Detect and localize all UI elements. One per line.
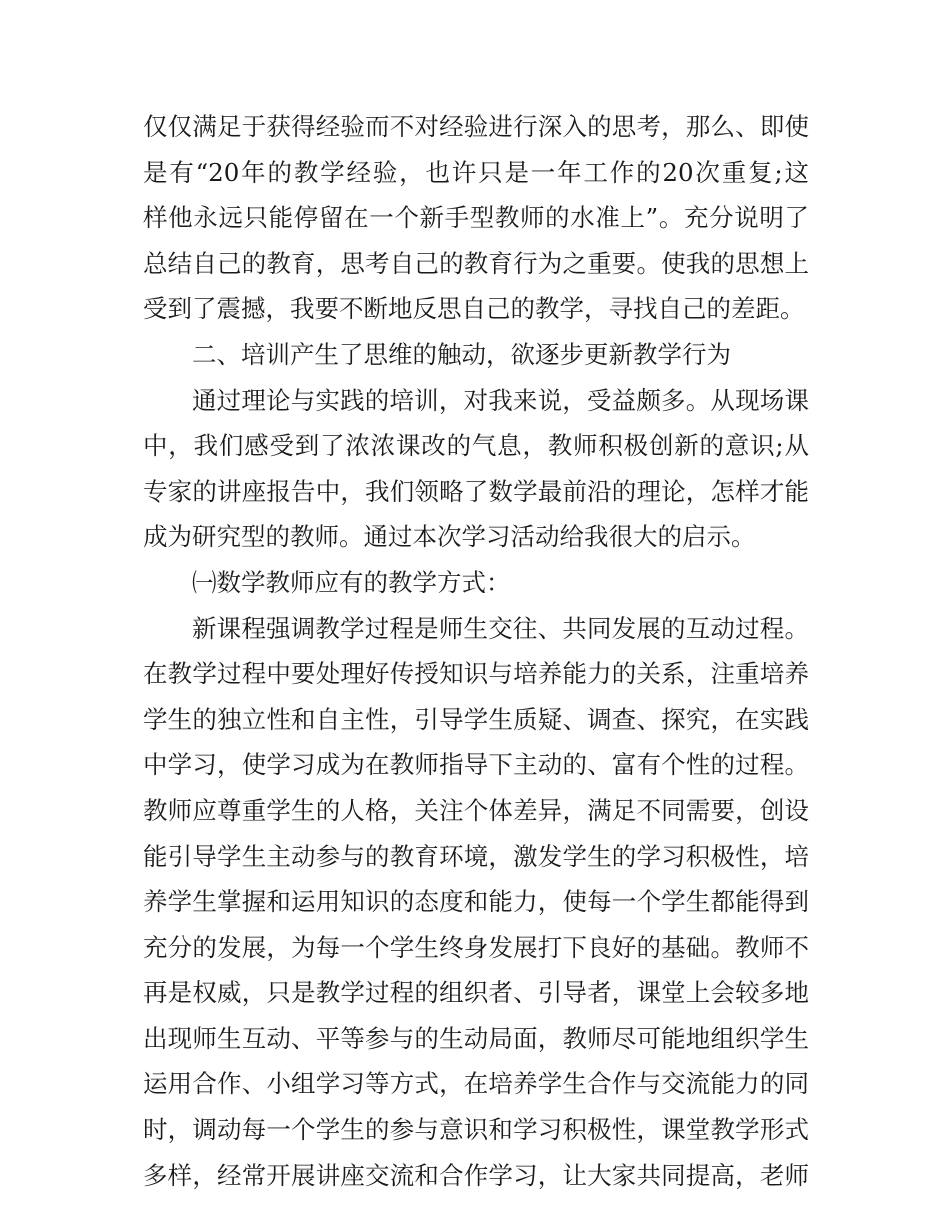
- text-line: 教师应尊重学生的人格，关注个体差异，满足不同需要，创设: [143, 795, 809, 825]
- text-line: 时，调动每一个学生的参与意识和学习积极性，课堂教学形式: [143, 1115, 809, 1145]
- text-line: 仅仅满足于获得经验而不对经验进行深入的思考，那么、即使: [143, 112, 809, 141]
- document-body: [143, 104, 809, 1198]
- text-line: 多样，经常开展讲座交流和合作学习，让大家共同提高，老师: [143, 1160, 809, 1190]
- text-line: 新课程强调教学过程是师生交往、共同发展的互动过程。: [192, 613, 809, 643]
- text-line: 二、培训产生了思维的触动，欲逐步更新教学行为: [192, 339, 731, 369]
- text-line: 中学习，使学习成为在教师指导下主动的、富有个性的过程。: [143, 750, 809, 780]
- text-line: ㈠数学教师应有的教学方式：: [192, 567, 511, 597]
- text-line: 总结自己的教育，思考自己的教育行为之重要。使我的思想上: [143, 248, 809, 278]
- text-line: 成为研究型的教师。通过本次学习活动给我很大的启示。: [143, 522, 756, 552]
- text-line: 样他永远只能停留在一个新手型教师的水准上”。充分说明了: [143, 203, 809, 233]
- text-line: 能引导学生主动参与的教育环境，激发学生的学习积极性，培: [143, 841, 809, 871]
- text-line: 养学生掌握和运用知识的态度和能力，使每一个学生都能得到: [143, 887, 809, 917]
- text-line: 学生的独立性和自主性，引导学生质疑、调查、探究，在实践: [143, 704, 809, 734]
- text-line: 中，我们感受到了浓浓课改的气息，教师积极创新的意识;从: [143, 431, 809, 461]
- text-line: 通过理论与实践的培训，对我来说，受益颇多。从现场课: [192, 385, 809, 415]
- text-line: 在教学过程中要处理好传授知识与培养能力的关系，注重培养: [143, 659, 809, 689]
- text-line: 出现师生互动、平等参与的生动局面，教师尽可能地组织学生: [143, 1023, 809, 1053]
- text-line: 是有“20年的教学经验，也许只是一年工作的20次重复;这: [143, 157, 809, 187]
- text-line: 专家的讲座报告中，我们领略了数学最前沿的理论，怎样才能: [143, 476, 809, 506]
- text-line: 充分的发展，为每一个学生终身发展打下良好的基础。教师不: [143, 932, 809, 962]
- text-line: 运用合作、小组学习等方式，在培养学生合作与交流能力的同: [143, 1069, 809, 1099]
- text-line: 受到了震撼，我要不断地反思自己的教学，寻找自己的差距。: [143, 294, 805, 324]
- text-line: 再是权威，只是教学过程的组织者、引导者，课堂上会较多地: [143, 978, 809, 1008]
